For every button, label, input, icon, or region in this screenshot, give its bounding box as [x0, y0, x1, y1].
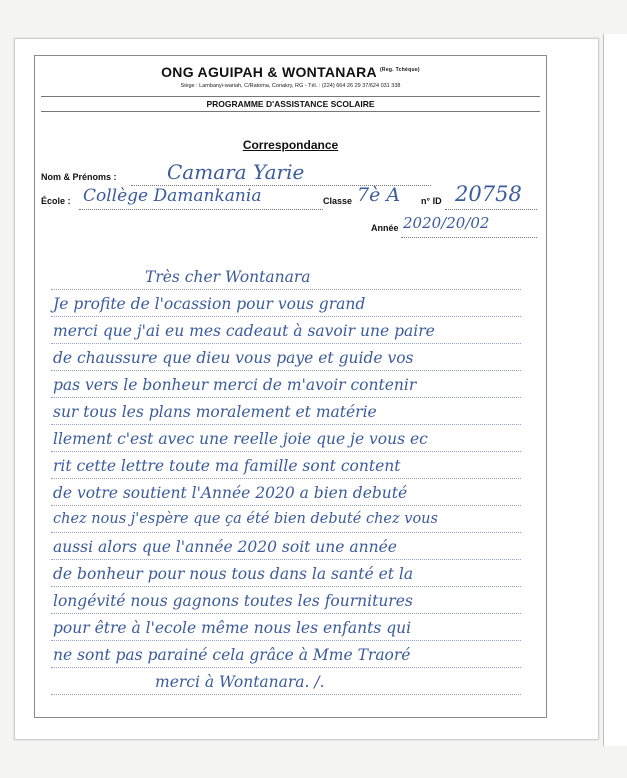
letter-line: ne sont pas parainé cela grâce à Mme Traoré	[53, 646, 411, 664]
org-address: Siège : Lambanyi-wariah, C/Ratoma, Conakry, RG - Tél. : (224) 664 26 29 37/624 031 338	[180, 83, 401, 89]
letter-line: chez nous j'espère que ça été bien debuté chez vous	[53, 511, 438, 527]
id-dotted-line	[445, 208, 537, 210]
letter-line: merci à Wontanara. /.	[155, 673, 325, 691]
letter-line: Je profite de l'ocassion pour vous grand	[53, 295, 366, 313]
letter-line: merci que j'ai eu mes cadeaut à savoir une paire	[53, 322, 435, 340]
id-label: n° ID	[421, 196, 442, 206]
letter-sheet	[14, 38, 599, 740]
form-frame	[34, 55, 547, 718]
letter-line: pas vers le bonheur merci de m'avoir contenir	[53, 376, 417, 394]
adjacent-page-edge	[603, 34, 627, 746]
writing-rule	[51, 693, 521, 695]
letter-line: de bonheur pour nous tous dans la santé et la	[53, 565, 414, 583]
writing-rule	[51, 315, 521, 317]
school-label: École :	[41, 196, 71, 206]
letter-line: sur tous les plans moralement et matérie	[53, 403, 377, 421]
org-registration-tag: (Reg. Tchèque)	[379, 67, 420, 74]
writing-rule	[51, 504, 521, 506]
id-value: 20758	[455, 182, 522, 206]
letter-line: longévité nous gagnons toutes les fournitures	[53, 592, 413, 610]
writing-rule	[51, 666, 521, 668]
writing-rule	[51, 396, 521, 398]
letter-line: pour être à l'ecole même nous les enfants qui	[53, 619, 412, 637]
writing-rule	[51, 477, 521, 479]
school-value: Collège Damankania	[83, 186, 262, 206]
document-title: Correspondance	[242, 138, 339, 152]
letter-line: de chaussure que dieu vous paye et guide vos	[53, 349, 414, 367]
letter-line: aussi alors que l'année 2020 soit une année	[53, 538, 397, 556]
writing-rule	[51, 558, 521, 560]
letter-line: llement c'est avec une reelle joie que je vous ec	[53, 430, 428, 448]
writing-rule	[51, 585, 521, 587]
writing-rule	[51, 639, 521, 641]
class-value: 7è A	[357, 184, 401, 206]
year-value: 2020/20/02	[403, 214, 490, 232]
program-banner: PROGRAMME D'ASSISTANCE SCOLAIRE	[41, 96, 540, 112]
name-label: Nom & Prénoms :	[41, 172, 117, 182]
writing-rule	[51, 531, 521, 533]
writing-rule	[51, 612, 521, 614]
class-label: Classe	[323, 196, 353, 206]
writing-rule	[51, 342, 521, 344]
letter-line: rit cette lettre toute ma famille sont content	[53, 457, 401, 475]
year-label: Année	[371, 223, 399, 233]
org-name: ONG AGUIPAH & WONTANARA $^{(Reg. Tchèque)}$	[161, 64, 420, 80]
school-dotted-line	[79, 208, 323, 210]
name-value: Camara Yarie	[167, 160, 305, 184]
letter-greeting: Très cher Wontanara	[145, 268, 311, 286]
writing-rule	[51, 369, 521, 371]
letter-line: de votre soutient l'Année 2020 a bien debuté	[53, 484, 408, 502]
year-dotted-line	[401, 236, 537, 238]
writing-rule	[51, 423, 521, 425]
writing-rule	[51, 450, 521, 452]
writing-rule	[51, 288, 521, 290]
